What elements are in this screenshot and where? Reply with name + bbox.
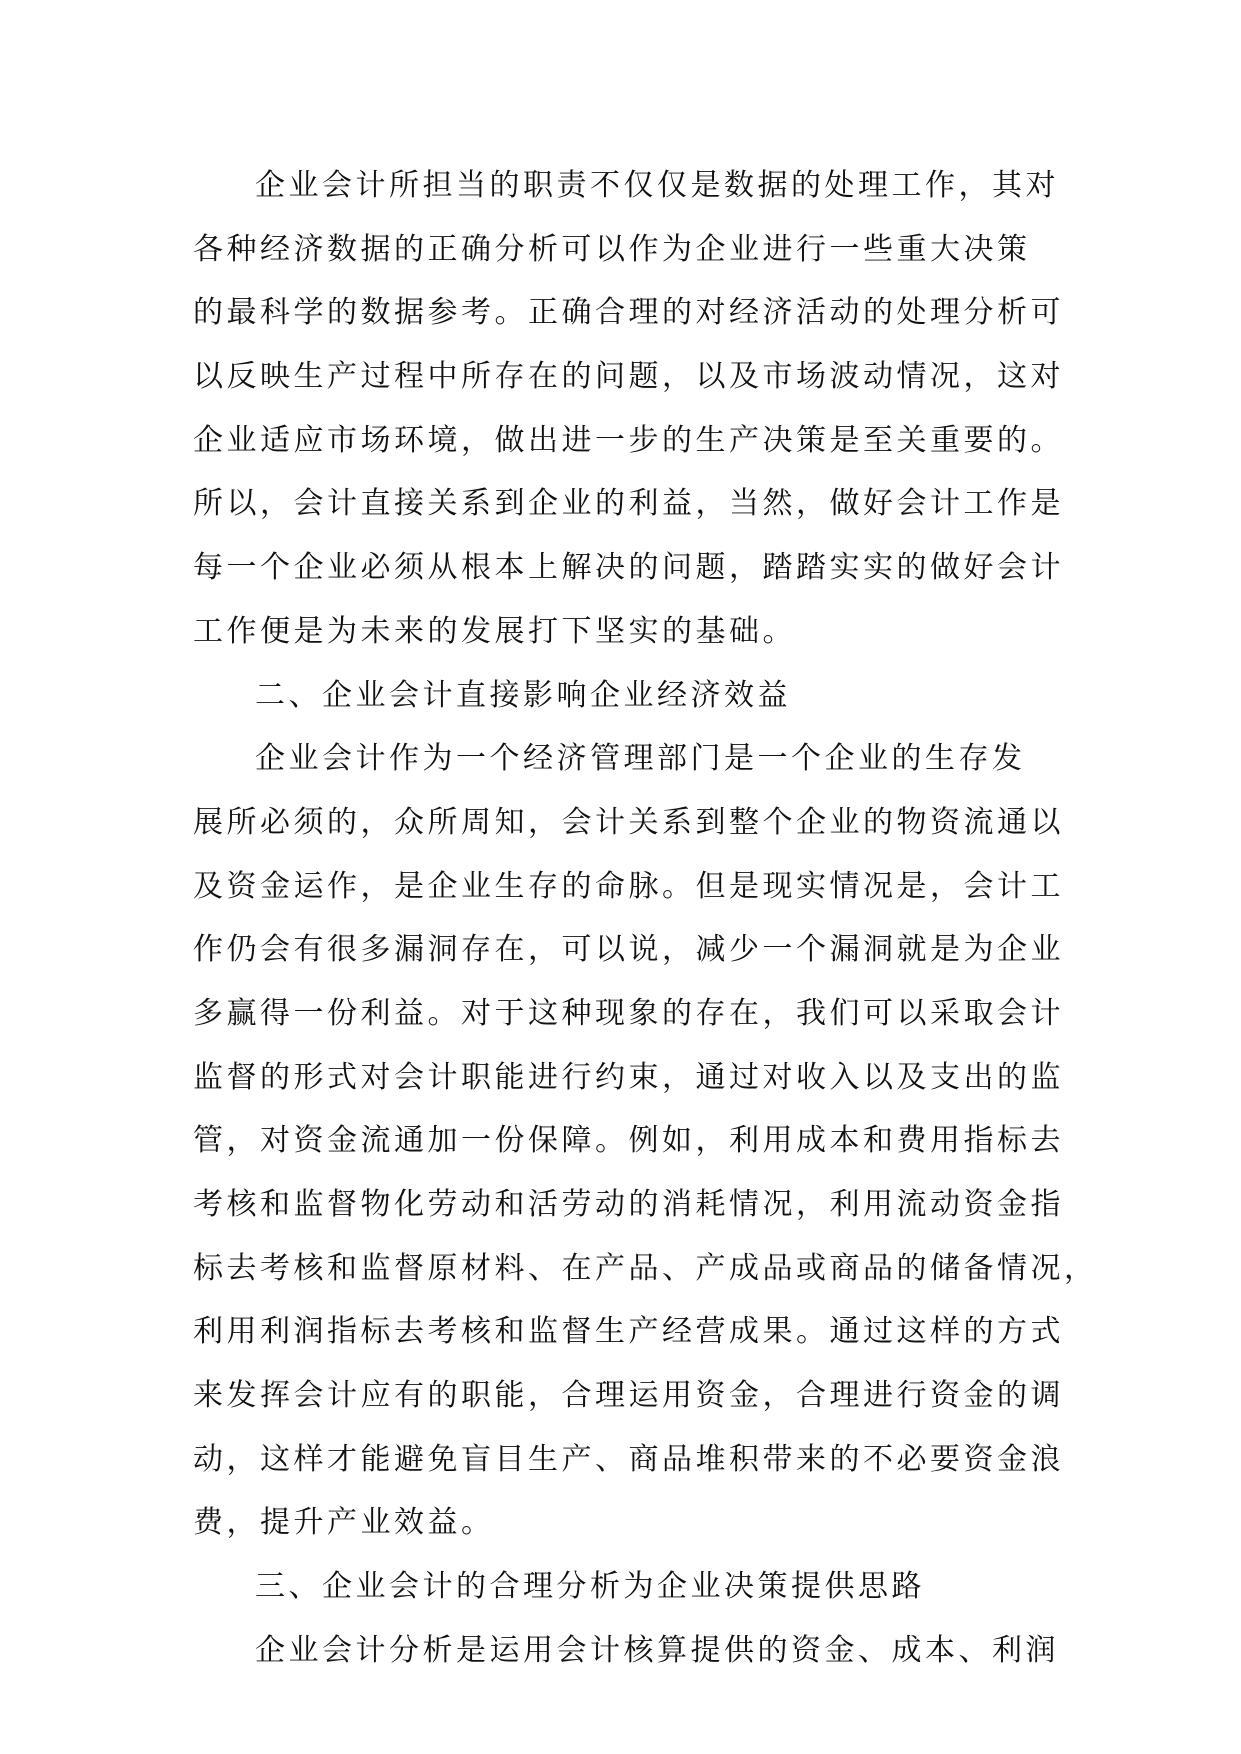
text-line: 企业会计作为一个经济管理部门是一个企业的生存发 xyxy=(255,741,1026,777)
paragraph xyxy=(193,1619,1059,1683)
text-line: 动，这样才能避免盲目生产、商品堆积带来的不必要资金浪 xyxy=(193,1441,1064,1477)
text-line: 标去考核和监督原材料、在产品、产成品或商品的储备情况， xyxy=(193,1250,1098,1286)
text-line: 每一个企业必须从根本上解决的问题，踏踏实实的做好会计 xyxy=(193,550,1064,586)
text-line: 费，提升产业效益。 xyxy=(193,1505,495,1541)
text-line: 监督的形式对会计职能进行约束，通过对收入以及支出的监 xyxy=(193,1059,1064,1095)
document-body xyxy=(193,154,1098,1683)
heading-text: 三、企业会计的合理分析为企业决策提供思路 xyxy=(255,1569,925,1605)
text-line: 工作便是为未来的发展打下坚实的基础。 xyxy=(193,613,796,649)
heading-text: 二、企业会计直接影响企业经济效益 xyxy=(255,677,791,713)
text-line: 多赢得一份利益。对于这种现象的存在，我们可以采取会计 xyxy=(193,995,1064,1031)
text-line: 所以，会计直接关系到企业的利益，当然，做好会计工作是 xyxy=(193,486,1064,522)
section-heading xyxy=(193,664,1053,728)
text-line: 的最科学的数据参考。正确合理的对经济活动的处理分析可 xyxy=(193,295,1064,331)
text-line: 展所必须的，众所周知，会计关系到整个企业的物资流通以 xyxy=(193,804,1064,840)
text-line: 各种经济数据的正确分析可以作为企业进行一些重大决策 xyxy=(193,231,1031,267)
text-line: 及资金运作，是企业生存的命脉。但是现实情况是，会计工 xyxy=(193,868,1064,904)
section-heading xyxy=(193,1555,1053,1619)
text-line: 作仍会有很多漏洞存在，可以说，减少一个漏洞就是为企业 xyxy=(193,932,1064,968)
text-line: 来发挥会计应有的职能，合理运用资金，合理进行资金的调 xyxy=(193,1378,1064,1414)
text-line: 企业会计分析是运用会计核算提供的资金、成本、利润 xyxy=(255,1632,1059,1668)
text-line: 利用利润指标去考核和监督生产经营成果。通过这样的方式 xyxy=(193,1314,1064,1350)
text-line: 以反映生产过程中所存在的问题，以及市场波动情况，这对 xyxy=(193,359,1064,395)
text-line: 管，对资金流通加一份保障。例如，利用成本和费用指标去 xyxy=(193,1123,1064,1159)
text-line: 企业适应市场环境，做出进一步的生产决策是至关重要的。 xyxy=(193,422,1064,458)
paragraph xyxy=(193,154,1064,664)
paragraph xyxy=(193,727,1098,1555)
text-line: 考核和监督物化劳动和活劳动的消耗情况，利用流动资金指 xyxy=(193,1187,1064,1222)
text-line: 企业会计所担当的职责不仅仅是数据的处理工作，其对 xyxy=(255,168,1059,203)
